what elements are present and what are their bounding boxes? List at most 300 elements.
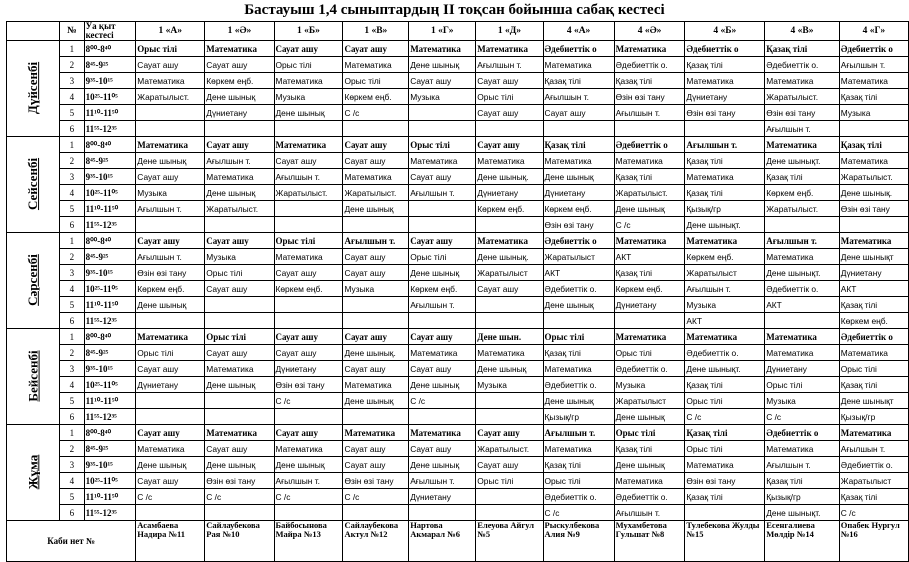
lesson-cell: С /с	[543, 505, 614, 521]
lesson-cell: Музыка	[343, 281, 409, 297]
schedule-row	[7, 217, 909, 233]
lesson-cell	[476, 297, 543, 313]
lesson-cell: Көркем еңб.	[614, 281, 685, 297]
lesson-number: 3	[60, 169, 84, 185]
lesson-cell: Дене шынықт.	[685, 217, 765, 233]
lesson-cell: Сауат ашу	[409, 441, 476, 457]
lesson-cell: Орыс тілі	[274, 233, 343, 249]
lesson-cell: Қызық/гр	[765, 489, 840, 505]
lesson-cell: Дүниетану	[136, 377, 205, 393]
lesson-cell: Өзін өзі тану	[136, 265, 205, 281]
lesson-cell: Көркем еңб.	[409, 281, 476, 297]
lesson-cell	[205, 505, 274, 521]
lesson-number: 5	[60, 297, 84, 313]
lesson-cell	[274, 201, 343, 217]
lesson-cell	[765, 217, 840, 233]
lesson-cell: Орыс тілі	[543, 473, 614, 489]
lesson-cell: Дүниетану	[614, 297, 685, 313]
lesson-cell: Математика	[839, 425, 908, 441]
lesson-time: 9³⁵-10¹⁵	[84, 169, 136, 185]
schedule-row	[7, 345, 909, 361]
lesson-cell: Қазақ тілі	[614, 73, 685, 89]
lesson-cell: С /с	[274, 489, 343, 505]
lesson-cell	[205, 121, 274, 137]
lesson-cell: Математика	[343, 169, 409, 185]
lesson-time: 10²⁵-11⁰⁵	[84, 473, 136, 489]
lesson-cell: Дүниетану	[409, 489, 476, 505]
lesson-cell: Қазақ тілі	[839, 89, 908, 105]
teacher-cell: Сайлаубекова Рая №10	[205, 521, 274, 562]
lesson-cell	[136, 505, 205, 521]
lesson-cell: Ағылшын т.	[543, 425, 614, 441]
lesson-cell: Сауат ашу	[343, 249, 409, 265]
lesson-cell: Математика	[839, 345, 908, 361]
lesson-cell: Әдебиеттік о.	[543, 377, 614, 393]
lesson-cell: Сауат ашу	[136, 473, 205, 489]
lesson-cell: Сауат ашу	[476, 73, 543, 89]
lesson-cell: Қазақ тілі	[543, 457, 614, 473]
lesson-cell	[409, 217, 476, 233]
lesson-cell: С /с	[205, 489, 274, 505]
lesson-cell: Дене шынықт.	[765, 505, 840, 521]
lesson-cell	[343, 313, 409, 329]
lesson-time: 11¹⁰-11⁵⁰	[84, 489, 136, 505]
lesson-cell: Математика	[543, 441, 614, 457]
schedule-row	[7, 153, 909, 169]
lesson-cell: Ағылшын т.	[839, 57, 908, 73]
lesson-cell	[343, 217, 409, 233]
lesson-cell: АКТ	[765, 297, 840, 313]
lesson-cell: Математика	[765, 441, 840, 457]
lesson-cell: С /с	[343, 489, 409, 505]
teacher-cell: Нартова Акмарал №6	[409, 521, 476, 562]
lesson-cell	[476, 121, 543, 137]
schedule-row	[7, 249, 909, 265]
lesson-cell: Математика	[136, 329, 205, 345]
lesson-cell: Сауат ашу	[409, 329, 476, 345]
lesson-cell: С /с	[765, 409, 840, 425]
lesson-cell	[543, 313, 614, 329]
lesson-time: 11¹⁰-11⁵⁰	[84, 393, 136, 409]
lesson-cell: Математика	[274, 73, 343, 89]
lesson-number: 6	[60, 217, 84, 233]
lesson-cell: Математика	[136, 137, 205, 153]
lesson-cell	[205, 393, 274, 409]
lesson-cell: Жаратылыст.	[476, 441, 543, 457]
lesson-cell: Сауат ашу	[343, 265, 409, 281]
lesson-cell: Дене шынықт	[839, 393, 908, 409]
lesson-cell: Көркем еңб.	[765, 185, 840, 201]
lesson-time: 10²⁵-11⁰⁵	[84, 185, 136, 201]
lesson-cell: Дене шынық	[274, 457, 343, 473]
lesson-cell: Математика	[614, 329, 685, 345]
lesson-cell: Музыка	[205, 249, 274, 265]
lesson-cell: Әдебиеттік о.	[765, 57, 840, 73]
schedule-row	[7, 41, 909, 57]
lesson-cell: Дене шынықт.	[685, 361, 765, 377]
lesson-cell	[343, 409, 409, 425]
lesson-cell: Көркем еңб.	[543, 201, 614, 217]
lesson-cell: Ағылшын т.	[839, 441, 908, 457]
lesson-time: 10²⁵-11⁰⁵	[84, 377, 136, 393]
lesson-cell: Орыс тілі	[205, 329, 274, 345]
schedule-row	[7, 441, 909, 457]
lesson-cell: Сауат ашу	[205, 137, 274, 153]
lesson-cell: Әдебиеттік о	[839, 329, 908, 345]
lesson-cell: Математика	[274, 441, 343, 457]
lesson-cell: Математика	[685, 457, 765, 473]
lesson-cell: С /с	[136, 489, 205, 505]
lesson-number: 5	[60, 489, 84, 505]
class-header: 4 «Г»	[839, 22, 908, 41]
lesson-cell	[685, 505, 765, 521]
lesson-cell: Дене шынық	[409, 377, 476, 393]
lesson-cell: Орыс тілі	[614, 345, 685, 361]
lesson-cell: Қазақ тілі	[543, 345, 614, 361]
day-label: Сәрсенбі	[25, 254, 41, 306]
lesson-cell: Жаратылыст.	[614, 185, 685, 201]
lesson-cell: Көркем еңб.	[136, 281, 205, 297]
lesson-cell: Жаратылыст.	[136, 89, 205, 105]
teacher-cell: Тулебекова Жулды №15	[685, 521, 765, 562]
teacher-cell: Сайлаубекова Актул №12	[343, 521, 409, 562]
schedule-row	[7, 233, 909, 249]
lesson-cell	[476, 489, 543, 505]
lesson-cell: Дене шынық.	[476, 249, 543, 265]
lesson-cell: Математика	[685, 169, 765, 185]
cabinet-label: Каби нет №	[7, 521, 136, 562]
schedule-row	[7, 377, 909, 393]
day-label: Сейсенбі	[25, 157, 41, 211]
lesson-cell: Математика	[343, 425, 409, 441]
lesson-cell	[409, 409, 476, 425]
lesson-cell	[136, 121, 205, 137]
lesson-cell: Ағылшын т.	[476, 57, 543, 73]
lesson-number: 1	[60, 425, 84, 441]
lesson-cell: Математика	[274, 137, 343, 153]
lesson-cell: Сауат ашу	[343, 41, 409, 57]
time-header: Уа қыт кестесі	[84, 22, 136, 41]
lesson-number: 4	[60, 377, 84, 393]
schedule-row	[7, 297, 909, 313]
day-label: Дүйсенбі	[25, 61, 41, 115]
lesson-cell: Сауат ашу	[136, 425, 205, 441]
lesson-time: 8⁰⁰-8⁴⁰	[84, 233, 136, 249]
lesson-cell: Музыка	[136, 185, 205, 201]
lesson-cell: Қазақ тілі	[685, 377, 765, 393]
teacher-cell: Асамбаева Надира №11	[136, 521, 205, 562]
lesson-cell: Жаратылыст.	[274, 185, 343, 201]
lesson-cell: Математика	[614, 153, 685, 169]
lesson-cell: Дене шынық	[136, 297, 205, 313]
lesson-cell: Қазақ тілі	[765, 169, 840, 185]
lesson-cell: Әдебиеттік о	[765, 425, 840, 441]
lesson-cell: Жаратылыст.	[205, 201, 274, 217]
lesson-cell: Қазақ тілі	[543, 73, 614, 89]
lesson-cell	[136, 393, 205, 409]
class-header: 1 «Г»	[409, 22, 476, 41]
lesson-cell: Математика	[765, 345, 840, 361]
lesson-cell: Әдебиеттік о.	[543, 281, 614, 297]
lesson-cell	[409, 105, 476, 121]
lesson-cell: Математика	[136, 441, 205, 457]
lesson-cell: Сауат ашу	[274, 329, 343, 345]
lesson-cell: Көркем еңб.	[839, 313, 908, 329]
lesson-cell: Жаратылыст.	[765, 201, 840, 217]
lesson-cell: Орыс тілі	[274, 57, 343, 73]
lesson-number: 1	[60, 41, 84, 57]
lesson-cell: С /с	[274, 393, 343, 409]
lesson-cell: Қазақ тілі	[685, 489, 765, 505]
lesson-number: 2	[60, 441, 84, 457]
lesson-time: 9³⁵-10¹⁵	[84, 361, 136, 377]
lesson-cell: Математика	[274, 249, 343, 265]
lesson-cell: Орыс тілі	[476, 473, 543, 489]
lesson-cell: Сауат ашу	[205, 345, 274, 361]
class-header: 1 «Ә»	[205, 22, 274, 41]
lesson-time: 8⁴⁵-9²⁵	[84, 153, 136, 169]
lesson-cell: Ағылшын т.	[614, 105, 685, 121]
lesson-cell: Дене шынық	[409, 57, 476, 73]
lesson-cell: Дүниетану	[685, 89, 765, 105]
lesson-number: 6	[60, 313, 84, 329]
teacher-cell: Мухамбетова Гульшат №8	[614, 521, 685, 562]
schedule-row	[7, 185, 909, 201]
lesson-cell: Математика	[409, 153, 476, 169]
lesson-cell: Жаратылыст	[839, 473, 908, 489]
lesson-time: 11¹⁰-11⁵⁰	[84, 105, 136, 121]
teacher-row	[7, 521, 909, 562]
lesson-cell: Сауат ашу	[343, 153, 409, 169]
lesson-cell: Ағылшын т.	[274, 169, 343, 185]
lesson-cell: Сауат ашу	[476, 457, 543, 473]
schedule-row	[7, 201, 909, 217]
lesson-cell: Өзін өзі тану	[614, 89, 685, 105]
lesson-cell: Музыка	[765, 393, 840, 409]
lesson-cell: Жаратылыст.	[839, 169, 908, 185]
lesson-cell: Математика	[614, 41, 685, 57]
lesson-cell: Математика	[343, 57, 409, 73]
lesson-cell: Математика	[476, 233, 543, 249]
lesson-number: 6	[60, 121, 84, 137]
lesson-time: 10²⁵-11⁰⁵	[84, 281, 136, 297]
lesson-cell: Математика	[205, 361, 274, 377]
class-header: 4 «Б»	[685, 22, 765, 41]
schedule-row	[7, 121, 909, 137]
lesson-cell: Дене шынық	[543, 297, 614, 313]
lesson-cell: Сауат ашу	[136, 57, 205, 73]
lesson-cell	[274, 121, 343, 137]
lesson-cell: Қазақ тілі	[614, 265, 685, 281]
lesson-cell: Орыс тілі	[409, 137, 476, 153]
schedule-row	[7, 169, 909, 185]
schedule-row	[7, 281, 909, 297]
lesson-time: 8⁴⁵-9²⁵	[84, 345, 136, 361]
lesson-number: 5	[60, 105, 84, 121]
class-header: 4 «Ә»	[614, 22, 685, 41]
schedule-row	[7, 457, 909, 473]
schedule-row	[7, 473, 909, 489]
lesson-cell	[205, 313, 274, 329]
teacher-cell: Рыскулбекова Алия №9	[543, 521, 614, 562]
lesson-cell: Сауат ашу	[205, 281, 274, 297]
lesson-cell: С /с	[409, 393, 476, 409]
lesson-cell: Әдебиеттік о	[543, 233, 614, 249]
lesson-cell: Математика	[343, 377, 409, 393]
lesson-cell: Жаратылыст.	[343, 185, 409, 201]
lesson-cell: Сауат ашу	[409, 233, 476, 249]
day-cell	[7, 41, 60, 137]
lesson-cell: Орыс тілі	[136, 345, 205, 361]
lesson-cell: Әдебиеттік о.	[614, 489, 685, 505]
schedule-row	[7, 73, 909, 89]
lesson-cell	[476, 393, 543, 409]
lesson-cell: Математика	[409, 345, 476, 361]
lesson-cell	[409, 201, 476, 217]
lesson-cell: Ағылшын т.	[274, 473, 343, 489]
class-header: 4 «А»	[543, 22, 614, 41]
lesson-cell: Сауат ашу	[274, 345, 343, 361]
lesson-cell: Сауат ашу	[476, 105, 543, 121]
lesson-time: 11¹⁰-11⁵⁰	[84, 297, 136, 313]
lesson-cell: Сауат ашу	[409, 169, 476, 185]
lesson-cell: Математика	[685, 73, 765, 89]
lesson-cell: Музыка	[409, 89, 476, 105]
lesson-cell	[476, 217, 543, 233]
lesson-cell	[274, 297, 343, 313]
lesson-cell: Жаратылыст	[614, 393, 685, 409]
lesson-cell	[205, 409, 274, 425]
lesson-cell: Сауат ашу	[343, 329, 409, 345]
lesson-time: 8⁴⁵-9²⁵	[84, 57, 136, 73]
lesson-cell: Математика	[685, 329, 765, 345]
lesson-cell: Дене шынықт.	[765, 153, 840, 169]
lesson-cell	[136, 105, 205, 121]
lesson-cell: Дене шынық	[205, 185, 274, 201]
lesson-cell: Дене шынықт	[839, 249, 908, 265]
lesson-cell: Қазақ тілі	[765, 41, 840, 57]
lesson-cell: Орыс тілі	[543, 329, 614, 345]
lesson-cell: Қызық/гр	[685, 201, 765, 217]
lesson-number: 6	[60, 409, 84, 425]
lesson-cell: Ағылшын т.	[765, 233, 840, 249]
lesson-cell: Әдебиеттік о.	[765, 281, 840, 297]
lesson-cell: Өзін өзі тану	[685, 105, 765, 121]
lesson-cell: Қазақ тілі	[685, 153, 765, 169]
lesson-cell: Дене шын.	[476, 329, 543, 345]
lesson-number: 1	[60, 233, 84, 249]
day-label: Жұма	[25, 454, 41, 490]
lesson-cell: Жаратылыст	[685, 265, 765, 281]
schedule-table	[6, 21, 909, 562]
lesson-cell: Сауат ашу	[274, 153, 343, 169]
lesson-number: 2	[60, 345, 84, 361]
lesson-cell: Сауат ашу	[205, 57, 274, 73]
lesson-cell: Дене шынық	[136, 153, 205, 169]
lesson-number: 4	[60, 281, 84, 297]
lesson-cell: Музыка	[685, 297, 765, 313]
lesson-cell: Дене шынық	[543, 393, 614, 409]
lesson-cell	[409, 313, 476, 329]
lesson-time: 11⁵⁵-12³⁵	[84, 313, 136, 329]
lesson-cell: Көркем еңб.	[274, 281, 343, 297]
lesson-cell: Математика	[205, 425, 274, 441]
lesson-cell: Сауат ашу	[476, 137, 543, 153]
lesson-cell: Дүниетану	[476, 185, 543, 201]
lesson-cell: Ағылшын т.	[409, 297, 476, 313]
lesson-cell: Жаратылыст.	[765, 89, 840, 105]
lesson-cell: Орыс тілі	[614, 425, 685, 441]
lesson-cell	[409, 505, 476, 521]
lesson-cell: Қазақ тілі	[614, 441, 685, 457]
lesson-cell: Жаратылыст	[476, 265, 543, 281]
lesson-cell: Дене шынық	[343, 393, 409, 409]
lesson-cell: Математика	[543, 153, 614, 169]
lesson-time: 8⁰⁰-8⁴⁰	[84, 137, 136, 153]
lesson-cell: Жаратылыст	[543, 249, 614, 265]
schedule-row	[7, 313, 909, 329]
lesson-number: 5	[60, 393, 84, 409]
lesson-cell	[136, 409, 205, 425]
lesson-cell: Математика	[543, 57, 614, 73]
day-header	[7, 22, 60, 41]
lesson-cell: Орыс тілі	[136, 41, 205, 57]
lesson-time: 9³⁵-10¹⁵	[84, 457, 136, 473]
lesson-cell: Математика	[205, 41, 274, 57]
lesson-cell: Математика	[409, 425, 476, 441]
lesson-cell: Орыс тілі	[685, 441, 765, 457]
schedule-row	[7, 361, 909, 377]
lesson-cell: Дүниетану	[765, 361, 840, 377]
lesson-cell	[136, 217, 205, 233]
lesson-cell: Орыс тілі	[765, 377, 840, 393]
lesson-cell: Сауат ашу	[543, 105, 614, 121]
lesson-cell: Математика	[765, 73, 840, 89]
lesson-cell: Ағылшын т.	[136, 249, 205, 265]
lesson-cell: Математика	[839, 233, 908, 249]
lesson-cell: Дене шынық	[343, 201, 409, 217]
lesson-cell: Қызық/гр	[543, 409, 614, 425]
day-cell	[7, 329, 60, 425]
lesson-cell: Дүниетану	[205, 105, 274, 121]
class-header: 1 «В»	[343, 22, 409, 41]
lesson-cell: Әдебиеттік о.	[839, 457, 908, 473]
lesson-cell: Сауат ашу	[343, 441, 409, 457]
lesson-cell: Көркем еңб.	[476, 201, 543, 217]
lesson-cell: Әдебиеттік о	[614, 137, 685, 153]
lesson-cell	[543, 121, 614, 137]
lesson-cell: Орыс тілі	[205, 265, 274, 281]
lesson-cell: Математика	[839, 73, 908, 89]
lesson-cell	[274, 505, 343, 521]
lesson-cell: Әдебиеттік о.	[614, 57, 685, 73]
lesson-number: 4	[60, 473, 84, 489]
lesson-cell	[476, 505, 543, 521]
lesson-cell: С /с	[685, 409, 765, 425]
lesson-cell: Дене шынық	[409, 457, 476, 473]
lesson-cell	[274, 217, 343, 233]
lesson-cell: Сауат ашу	[274, 41, 343, 57]
lesson-cell: Математика	[543, 361, 614, 377]
lesson-time: 8⁴⁵-9²⁵	[84, 441, 136, 457]
lesson-cell: Ағылшын т.	[685, 281, 765, 297]
schedule-row	[7, 265, 909, 281]
lesson-cell	[136, 313, 205, 329]
lesson-number: 3	[60, 361, 84, 377]
lesson-cell: Сауат ашу	[205, 233, 274, 249]
lesson-cell: Көркем еңб.	[685, 249, 765, 265]
teacher-cell: Байбосынова Майра №13	[274, 521, 343, 562]
